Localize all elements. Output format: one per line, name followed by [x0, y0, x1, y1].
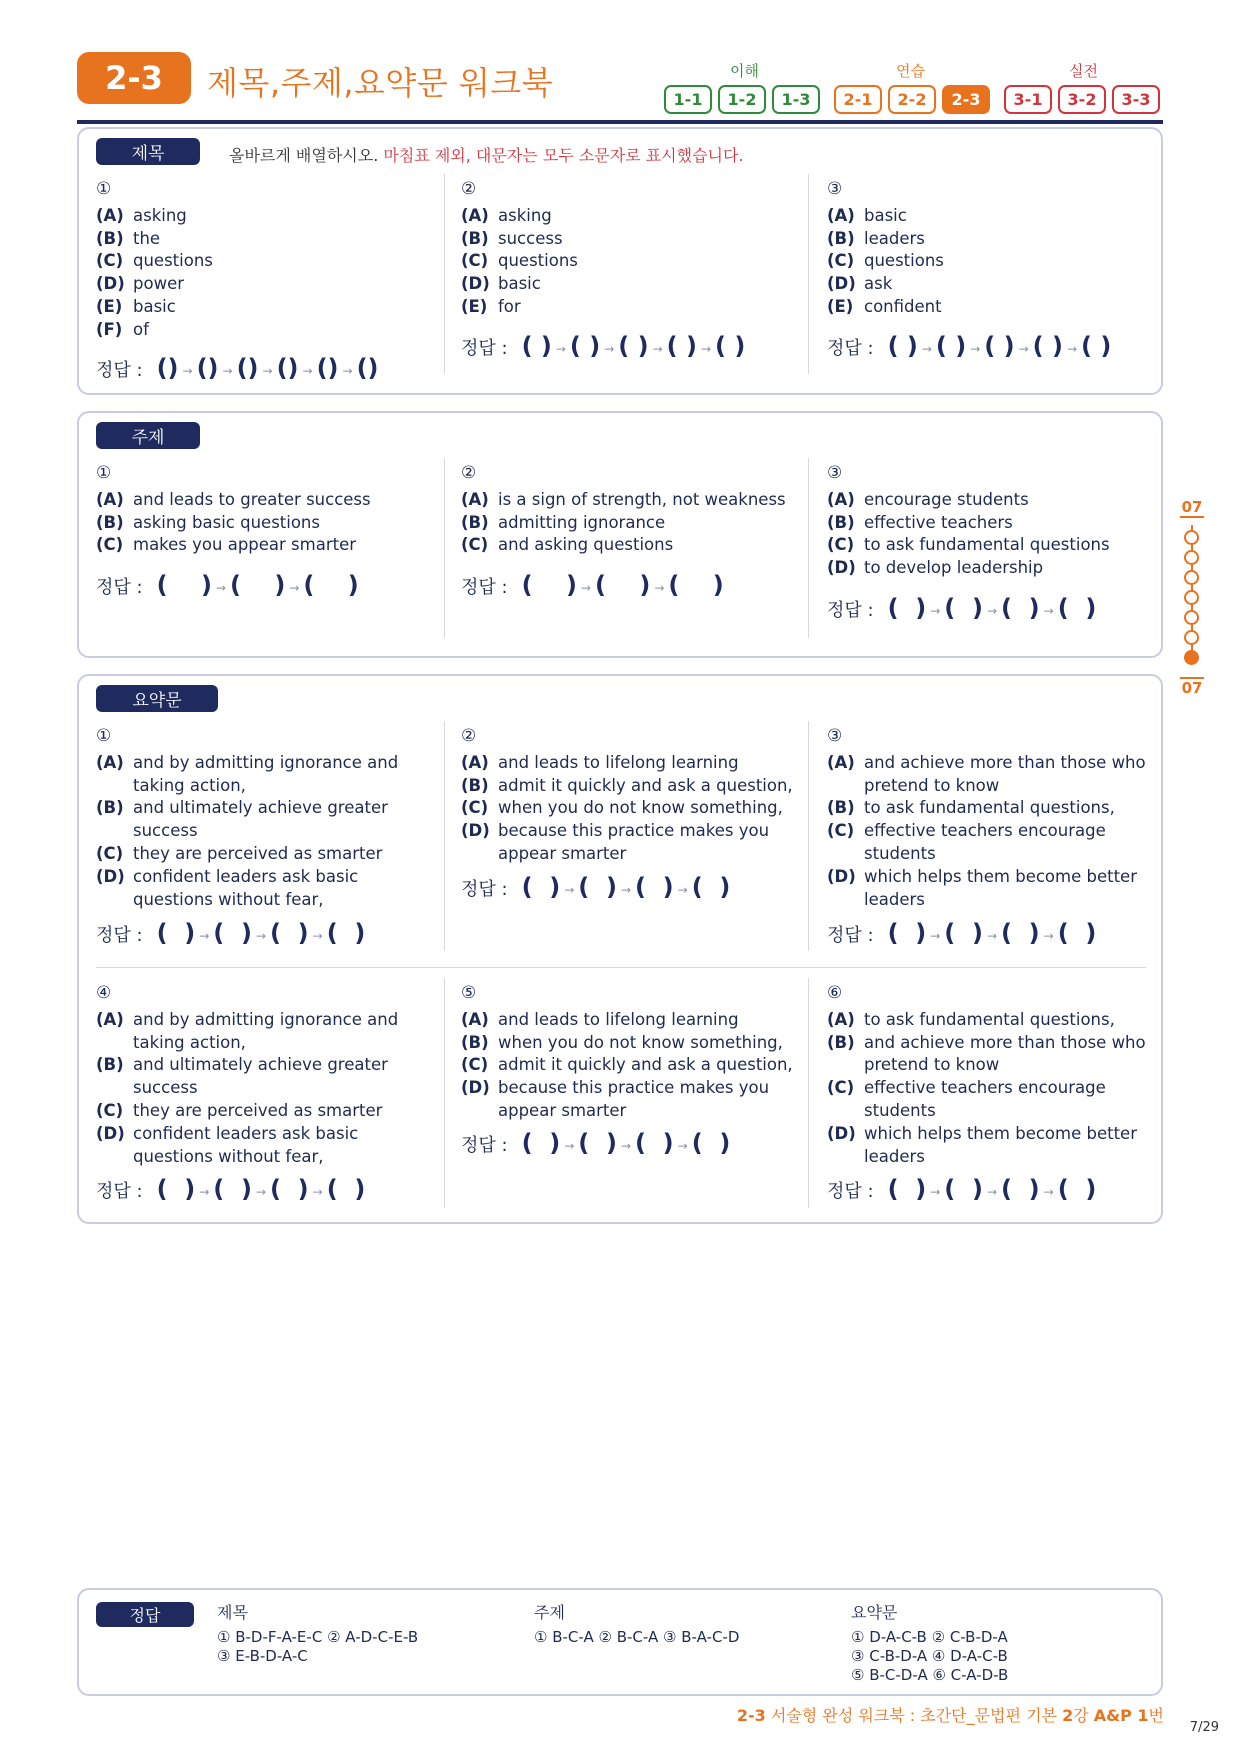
answer-blanks[interactable]: 정답 : ( ) → ( ) → ( ) → ( )	[96, 919, 366, 947]
column-divider	[444, 978, 445, 1208]
title-question-3: ③ (A) basic (B) leaders (C) questions (D) ask (E) confident	[827, 178, 1147, 319]
answer-blanks[interactable]: 정답 : ( ) → ( ) → ( ) → ( )	[827, 594, 1097, 622]
side-nav-top-number: 07	[1181, 498, 1203, 516]
answer-blanks[interactable]: 정답 : ( ) → ( ) → ( ) → ( )	[827, 1175, 1097, 1203]
level-label-real: 실전	[1069, 62, 1098, 80]
column-divider	[808, 721, 809, 951]
step-3-3[interactable]: 3-3	[1112, 85, 1160, 114]
summary-question-2: ② (A) and leads to lifelong learning (B) admit it quickly and ask a question, (C) when you do not know something, (D) because this practice makes you appear smarter	[461, 725, 801, 866]
column-divider	[808, 978, 809, 1208]
step-2-3[interactable]: 2-3	[942, 85, 990, 114]
section-tag-summary: 요약문	[96, 685, 218, 712]
section-tag-topic: 주제	[96, 422, 200, 449]
section-tag-title: 제목	[96, 138, 200, 165]
side-nav-dot[interactable]	[1184, 610, 1199, 625]
instruction	[229, 143, 744, 166]
summary-question-5: ⑤ (A) and leads to lifelong learning (B) when you do not know something, (C) admit it quickly and ask a question, (D) because this practice makes you appear smarter	[461, 982, 801, 1123]
answer-key-tag: 정답	[96, 1602, 194, 1627]
page-title: 제목,주제,요약문 워크북	[207, 64, 554, 102]
answer-key-summary-line: ⑤ B-C-D-A ⑥ C-A-D-B	[851, 1666, 1009, 1684]
level-label-understand: 이해	[730, 62, 759, 80]
question-number: ①	[96, 726, 112, 746]
column-divider	[444, 174, 445, 374]
answer-blanks[interactable]: 정답 : ( ) → ( ) → ( )	[96, 571, 359, 599]
answer-blanks[interactable]: 정답 : ( ) → ( ) → ( ) → ( )	[461, 1129, 731, 1157]
column-divider	[444, 458, 445, 638]
summary-question-4: ④ (A) and by admitting ignorance and taking action, (B) and ultimately achieve greater success (C) they are perceived as smarter (D) confident leaders ask basic questions without fear,	[96, 982, 431, 1168]
answer-blanks[interactable]: 정답 : ( ) → ( ) → ( ) → ( ) → ( )	[827, 332, 1112, 360]
question-number: ③	[827, 179, 843, 199]
column-divider	[808, 174, 809, 374]
question-number: ①	[96, 179, 112, 199]
step-2-2[interactable]: 2-2	[888, 85, 936, 114]
instruction-main: 올바르게 배열하시오.	[229, 146, 379, 165]
answer-key-title-line: ① B-D-F-A-E-C ② A-D-C-E-B	[217, 1628, 419, 1646]
answer-key-topic-line: ① B-C-A ② B-C-A ③ B-A-C-D	[534, 1628, 740, 1646]
topic-question-2: ② (A) is a sign of strength, not weakness (B) admitting ignorance (C) and asking questions	[461, 462, 796, 557]
section-topic-order	[77, 411, 1163, 658]
answer-key-summary-heading: 요약문	[851, 1603, 898, 1622]
column-divider	[808, 458, 809, 638]
question-number: ②	[461, 726, 477, 746]
question-number: ③	[827, 726, 843, 746]
side-nav-dot[interactable]	[1184, 570, 1199, 585]
answer-blanks[interactable]: 정답 : ( ) → ( ) → ( ) → ( )	[461, 873, 731, 901]
answer-blanks[interactable]: 정답 : () → () → () → () → () → ()	[96, 354, 379, 382]
section-summary-order	[77, 674, 1163, 1224]
step-1-1[interactable]: 1-1	[664, 85, 712, 114]
step-1-3[interactable]: 1-3	[772, 85, 820, 114]
answer-key-summary-line: ① D-A-C-B ② C-B-D-A	[851, 1628, 1008, 1646]
step-3-2[interactable]: 3-2	[1058, 85, 1106, 114]
question-number: ⑤	[461, 983, 477, 1003]
question-number: ①	[96, 463, 112, 483]
step-1-2[interactable]: 1-2	[718, 85, 766, 114]
section-title-order	[77, 127, 1163, 395]
side-nav-bottom-number: 07	[1181, 679, 1203, 697]
topic-question-1: ① (A) and leads to greater success (B) asking basic questions (C) makes you appear smarter	[96, 462, 426, 557]
summary-question-1: ① (A) and by admitting ignorance and taking action, (B) and ultimately achieve greater success (C) they are perceived as smarter (D) confident leaders ask basic questions without fear,	[96, 725, 431, 911]
answer-key-box	[77, 1588, 1163, 1696]
answer-blanks[interactable]: 정답 : ( ) → ( ) → ( ) → ( )	[96, 1175, 366, 1203]
answer-key-title-heading: 제목	[217, 1603, 248, 1622]
lesson-badge: 2-3	[77, 52, 191, 104]
question-number: ④	[96, 983, 112, 1003]
side-nav-dot[interactable]	[1184, 550, 1199, 565]
title-question-2: ② (A) asking (B) success (C) questions (D) basic (E) for	[461, 178, 791, 319]
side-nav-dot[interactable]	[1184, 530, 1199, 545]
instruction-note: 마침표 제외, 대문자는 모두 소문자로 표시했습니다.	[378, 146, 744, 165]
step-2-1[interactable]: 2-1	[834, 85, 882, 114]
side-nav-dot[interactable]	[1184, 590, 1199, 605]
footer-caption: 2-3 서술형 완성 워크북 : 초간단_문법편 기본 2강 A&P 1번	[736, 1706, 1164, 1725]
step-3-1[interactable]: 3-1	[1004, 85, 1052, 114]
question-number: ②	[461, 179, 477, 199]
summary-question-6: ⑥ (A) to ask fundamental questions, (B) and achieve more than those who pretend to know (C) effective teachers encourage students (D) which helps them become better leaders	[827, 982, 1157, 1168]
topic-question-3: ③ (A) encourage students (B) effective teachers (C) to ask fundamental questions (D) to develop leadership	[827, 462, 1147, 580]
question-number: ⑥	[827, 983, 843, 1003]
answer-key-summary-line: ③ C-B-D-A ④ D-A-C-B	[851, 1647, 1008, 1665]
level-label-practice: 연습	[896, 62, 925, 80]
side-nav-dot-active[interactable]	[1184, 650, 1199, 665]
row-divider	[96, 967, 1146, 968]
answer-blanks[interactable]: 정답 : ( ) → ( ) → ( ) → ( )	[827, 919, 1097, 947]
title-question-1: ① (A) asking (B) the (C) questions (D) power (E) basic (F) of	[96, 178, 416, 342]
answer-key-topic-heading: 주제	[534, 1603, 565, 1622]
column-divider	[444, 721, 445, 951]
side-nav-dot[interactable]	[1184, 630, 1199, 645]
header-rule	[77, 120, 1163, 124]
answer-blanks[interactable]: 정답 : ( ) → ( ) → ( )	[461, 571, 724, 599]
summary-question-3: ③ (A) and achieve more than those who pretend to know (B) to ask fundamental questions, (C) effective teachers encourage students (D) which helps them become better leaders	[827, 725, 1157, 911]
answer-blanks[interactable]: 정답 : ( ) → ( ) → ( ) → ( ) → ( )	[461, 332, 746, 360]
page-number: 7/29	[1189, 1720, 1219, 1735]
question-number: ②	[461, 463, 477, 483]
question-number: ③	[827, 463, 843, 483]
answer-key-title-line: ③ E-B-D-A-C	[217, 1647, 308, 1665]
